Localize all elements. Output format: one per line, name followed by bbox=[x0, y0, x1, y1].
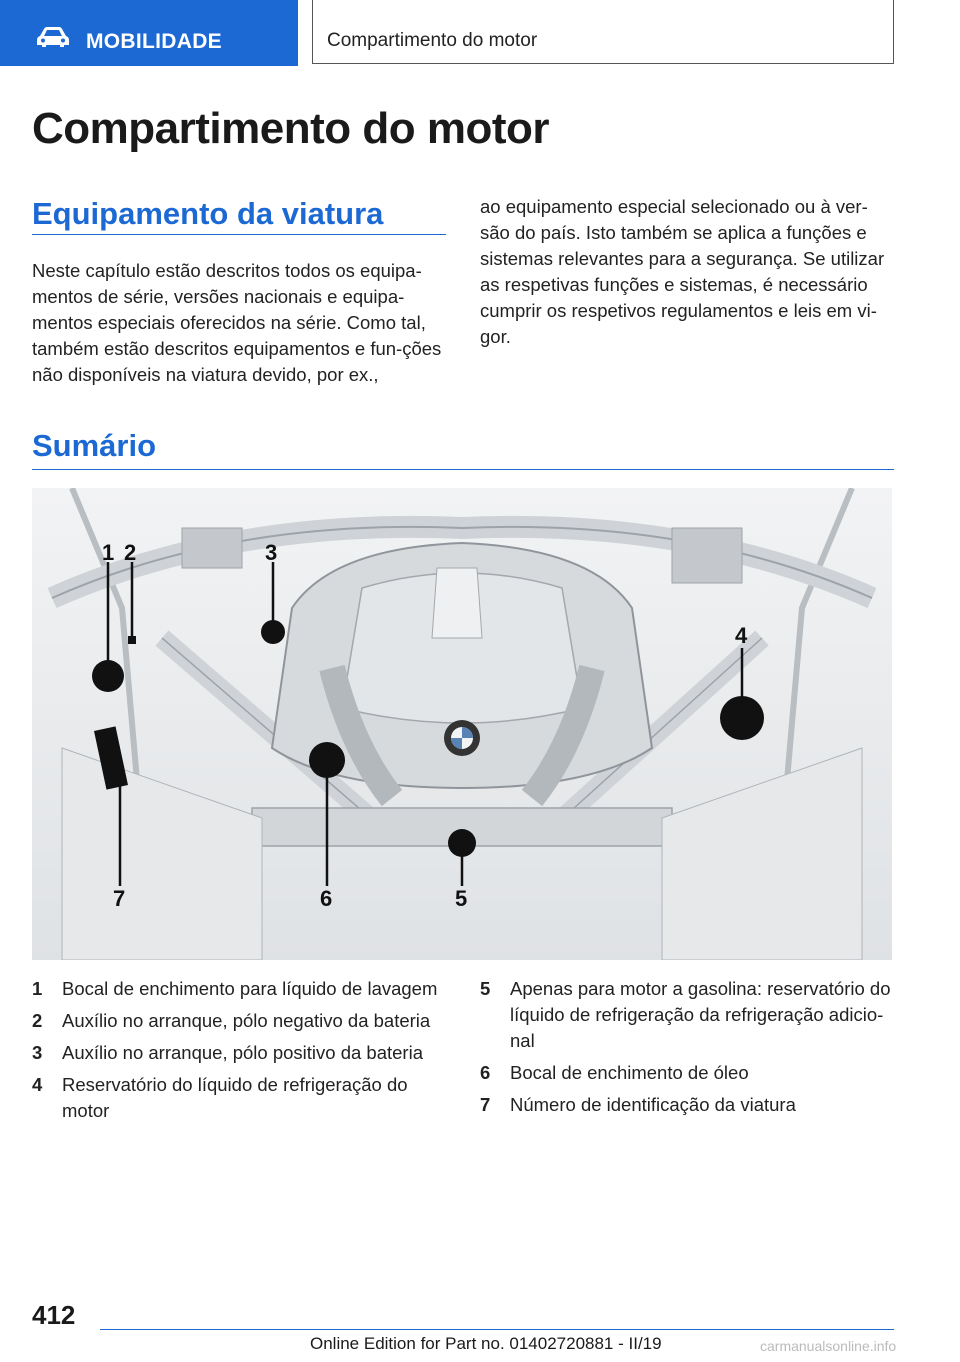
callout-1: 1 bbox=[102, 540, 115, 565]
section-label: MOBILIDADE bbox=[86, 30, 222, 53]
legend-item bbox=[32, 976, 452, 1002]
legend-number: 4 bbox=[32, 1074, 43, 1095]
breadcrumb-text: Compartimento do motor bbox=[327, 30, 538, 51]
legend-text: Reservatório do líquido de refrigeração do motor bbox=[62, 1074, 408, 1121]
legend-text: Bocal de enchimento de óleo bbox=[510, 1062, 749, 1083]
legend-item bbox=[480, 1060, 900, 1086]
legend-text: Apenas para motor a gasolina: reservatório do líquido de refrigeração da refrigeração adicio-nal bbox=[510, 978, 891, 1051]
page-header bbox=[0, 0, 960, 66]
car-icon bbox=[36, 26, 70, 48]
legend-item bbox=[32, 1008, 452, 1034]
callout-3: 3 bbox=[265, 540, 278, 565]
footer-rule bbox=[100, 1329, 894, 1330]
page-title: Compartimento do motor bbox=[32, 104, 549, 153]
legend-item bbox=[32, 1040, 452, 1066]
legend-left bbox=[32, 976, 452, 1130]
legend-text: Auxílio no arranque, pólo negativo da bateria bbox=[62, 1010, 431, 1031]
page-number: 412 bbox=[32, 1300, 76, 1330]
engine-compartment-illustration bbox=[32, 488, 892, 960]
breadcrumb bbox=[312, 0, 894, 64]
legend-number: 7 bbox=[480, 1094, 491, 1115]
callout-5: 5 bbox=[455, 886, 468, 911]
legend-text: Número de identificação da viatura bbox=[510, 1094, 796, 1115]
legend-number: 5 bbox=[480, 978, 491, 999]
legend-right bbox=[480, 976, 900, 1124]
legend-number: 2 bbox=[32, 1010, 43, 1031]
legend-item bbox=[32, 1072, 452, 1124]
watermark: carmanualsonline.info bbox=[760, 1338, 897, 1354]
summary-heading: Sumário bbox=[32, 428, 157, 463]
equipment-heading-rule bbox=[32, 234, 446, 235]
callout-6: 6 bbox=[320, 886, 333, 911]
legend-number: 1 bbox=[32, 978, 43, 999]
equipment-text-col2: ao equipamento especial selecionado ou à ver-são do país. Isto também se aplica a funções e sistemas relevantes para a segurança. Se utilizar as respetivas funções e sistemas, é necessário cumprir os respetivos regulamentos e leis em vi-gor. bbox=[480, 196, 885, 347]
legend-number: 3 bbox=[32, 1042, 43, 1063]
equipment-text-col1: Neste capítulo estão descritos todos os equipa-mentos de série, versões nacionais e equipa-mentos especiais oferecidos na série. Como tal, também estão descritos equipamentos e fun-ções não disponíveis na viatura devido, por ex., bbox=[32, 260, 442, 385]
callout-4: 4 bbox=[735, 623, 748, 648]
legend-text: Bocal de enchimento para líquido de lavagem bbox=[62, 978, 438, 999]
section-tab[interactable] bbox=[0, 0, 298, 66]
edition-text: Online Edition for Part no. 01402720881 - II/19 bbox=[310, 1334, 662, 1353]
legend-item bbox=[480, 976, 900, 1054]
legend-text: Auxílio no arranque, pólo positivo da bateria bbox=[62, 1042, 423, 1063]
legend-number: 6 bbox=[480, 1062, 491, 1083]
legend-item bbox=[480, 1092, 900, 1118]
summary-heading-rule bbox=[32, 469, 894, 470]
callout-2: 2 bbox=[124, 540, 137, 565]
equipment-heading: Equipamento da viatura bbox=[32, 196, 384, 231]
callout-7: 7 bbox=[113, 886, 126, 911]
